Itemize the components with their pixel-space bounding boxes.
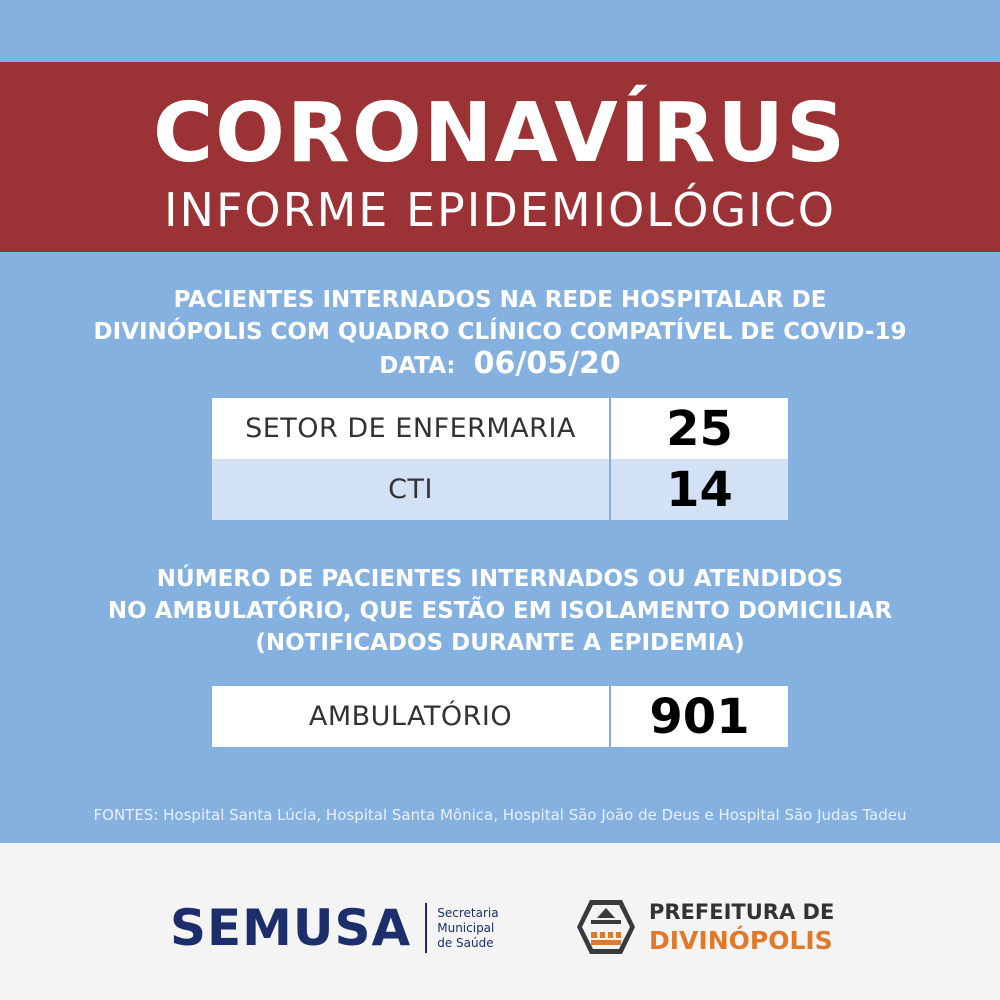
- cti-value: 14: [611, 459, 788, 520]
- table-row-enfermaria: [212, 398, 788, 459]
- ambulatorio-value: 901: [611, 686, 788, 747]
- sources-note: FONTES: Hospital Santa Lúcia, Hospital Santa Mônica, Hospital São João de Deus e Hospital São Judas Tadeu: [93, 806, 907, 824]
- ambulatorio-label: AMBULATÓRIO: [212, 686, 609, 747]
- prefeitura-line-2: DIVINÓPOLIS: [649, 926, 833, 955]
- cti-label: CTI: [212, 459, 609, 520]
- ambulatorio-heading-line-2: NO AMBULATÓRIO, QUE ESTÃO EM ISOLAMENTO DOMICILIAR: [107, 598, 893, 624]
- hospital-table: [212, 398, 788, 520]
- ambulatorio-heading-line-1: NÚMERO DE PACIENTES INTERNADOS OU ATENDIDOS: [156, 566, 844, 592]
- city-crest-icon: [575, 896, 637, 958]
- prefeitura-logo: [575, 895, 834, 959]
- semusa-desc-line-1: Secretaria: [437, 905, 499, 920]
- semusa-brand: SEMUSA: [170, 899, 412, 957]
- page-title: CORONAVÍRUS: [152, 86, 847, 181]
- footer: [0, 843, 1000, 1000]
- prefeitura-text: [649, 898, 834, 956]
- hospital-heading-line-2: DIVINÓPOLIS COM QUADRO CLÍNICO COMPATÍVEL DE COVID-19: [93, 319, 907, 345]
- semusa-desc-line-3: de Saúde: [437, 935, 494, 950]
- date-line: [0, 348, 1000, 382]
- hospital-heading-line-1: PACIENTES INTERNADOS NA REDE HOSPITALAR DE: [173, 287, 827, 313]
- semusa-logo: [170, 900, 499, 956]
- date-label: DATA:: [379, 353, 456, 379]
- enfermaria-value: 25: [611, 398, 788, 459]
- top-band: [0, 0, 1000, 62]
- ambulatorio-table: [212, 686, 788, 747]
- semusa-desc-line-2: Municipal: [437, 920, 495, 935]
- hospital-heading: [0, 284, 1000, 382]
- enfermaria-label: SETOR DE ENFERMARIA: [212, 398, 609, 459]
- ambulatorio-heading-line-3: (NOTIFICADOS DURANTE A EPIDEMIA): [255, 630, 745, 656]
- prefeitura-line-1: PREFEITURA DE: [649, 900, 835, 924]
- date-value: 06/05/20: [473, 346, 621, 381]
- semusa-description: [437, 906, 498, 951]
- ambulatorio-heading: [0, 563, 1000, 659]
- page-subtitle: INFORME EPIDEMIOLÓGICO: [163, 183, 837, 237]
- semusa-divider: [425, 903, 427, 953]
- table-row-cti: [212, 459, 788, 520]
- table-row-ambulatorio: [212, 686, 788, 747]
- header-banner: [0, 62, 1000, 252]
